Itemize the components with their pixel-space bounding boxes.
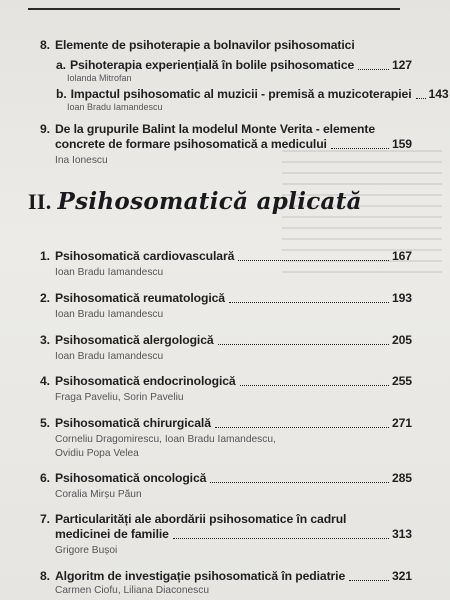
toc-entry [40,333,412,363]
toc-entry-title: 6. Psihosomatică oncologică 285 [40,471,412,485]
toc-entry [40,416,412,460]
toc-entry-title: 2. Psihosomatică reumatologică 193 [40,291,412,305]
toc-entry-title: 8. Elemente de psihoterapie a bolnavilor psihosomatici [40,38,355,52]
page-number: 159 [391,137,412,151]
toc-author: Coralia Mirșu Păun [55,489,142,500]
toc-entry [40,249,412,279]
toc-entry-title: 8. Algoritm de investigație psihosomatică în pediatrie 321 [40,569,412,583]
toc-entry-title: 4. Psihosomatică endocrinologică 255 [40,374,412,388]
toc-entry [40,569,412,597]
toc-author: Grigore Bușoi [55,545,118,556]
toc-entry-title: 9. De la grupurile Balint la modelul Monte Verita - elemente [40,122,376,136]
page-number: 285 [391,471,412,485]
page-number: 167 [391,249,412,263]
dot-leader [218,344,389,345]
dot-leader [238,260,389,261]
toc-entry [40,122,412,167]
toc-author: Ioan Bradu Iamandescu [55,351,164,362]
toc-author: Ina Ionescu [55,155,108,166]
page-number: 313 [391,527,412,541]
toc-entry-title: 7. Particularități ale abordării psihosomatice în cadrul [40,512,347,526]
toc-subentry-title: b. Impactul psihosomatic al muzicii - premisă a muzicoterapiei 143 [56,87,449,101]
toc-author: Ioan Bradu Iamandescu [55,309,164,320]
toc-entry [40,38,449,113]
toc-author: Fraga Paveliu, Sorin Paveliu [55,392,184,403]
toc-subentry-title: a. Psihoterapia experiențială în bolile psihosomatice 127 [56,58,412,72]
toc-entry-title: 5. Psihosomatică chirurgicală 271 [40,416,412,430]
page-number: 127 [391,58,412,72]
page-number: 143 [428,87,449,101]
toc-entry [40,471,412,501]
toc-author: Ioan Bradu Iamandescu [55,267,164,278]
page-number: 205 [391,333,412,347]
dot-leader [173,538,389,539]
toc-entry [40,512,412,557]
dot-leader [210,482,389,483]
page-number: 193 [391,291,412,305]
dot-leader [416,98,426,99]
dot-leader [240,385,389,386]
toc-entry-title: 3. Psihosomatică alergologică 205 [40,333,412,347]
dot-leader [215,427,389,428]
toc-entry-title-continued: concrete de formare psihosomatică a medicului 159 [55,137,412,151]
toc-entry [40,374,412,404]
section-heading: II. Psihosomatică aplicată [28,188,362,215]
toc-author: Iolanda Mitrofan [67,73,132,83]
dot-leader [331,148,389,149]
top-rule [28,8,400,10]
dot-leader [349,580,389,581]
page-number: 255 [391,374,412,388]
toc-entry [40,291,412,321]
toc-entry-title: 1. Psihosomatică cardiovasculară 167 [40,249,412,263]
page-number: 271 [391,416,412,430]
dot-leader [229,302,389,303]
toc-author: Ovidiu Popa Velea [55,448,139,459]
toc-entry-title-continued: medicinei de familie 313 [55,527,412,541]
toc-author: Corneliu Dragomirescu, Ioan Bradu Iamandescu, [55,434,276,445]
toc-author: Carmen Ciofu, Liliana Diaconescu [55,585,210,596]
page-number: 321 [391,569,412,583]
toc-author: Ioan Bradu Iamandescu [67,102,163,112]
dot-leader [358,69,389,70]
